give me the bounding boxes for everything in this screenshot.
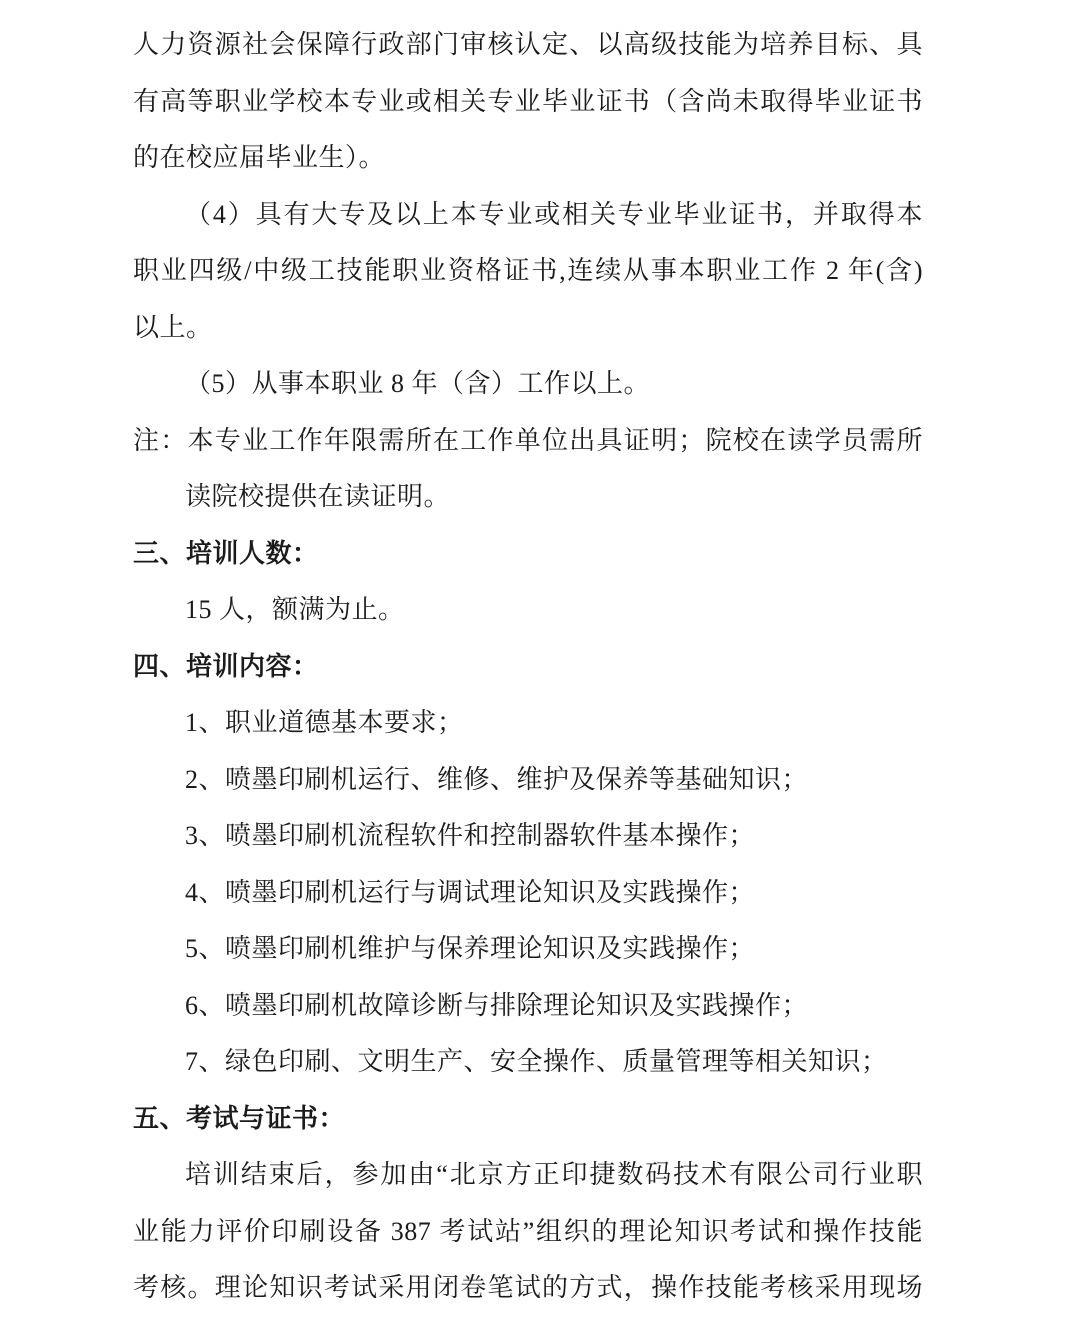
paragraph-line-item-5: （5）从事本职业 8 年（含）工作以上。 xyxy=(185,369,651,398)
list-item: 2、喷墨印刷机运行、维修、维护及保养等基础知识； xyxy=(185,764,809,794)
list-item: 4、喷墨印刷机运行与调试理论知识及实践操作； xyxy=(185,877,756,907)
paragraph-line: 有高等职业学校本专业或相关专业毕业证书（含尚未取得毕业证书 xyxy=(133,86,923,116)
paragraph-line: 的在校应届毕业生）。 xyxy=(133,143,386,172)
note-line: 读院校提供在读证明。 xyxy=(185,482,451,511)
list-item: 6、喷墨印刷机故障诊断与排除理论知识及实践操作； xyxy=(185,990,809,1020)
paragraph-line: 以上。 xyxy=(133,312,213,342)
list-item: 5、喷墨印刷机维护与保养理论知识及实践操作； xyxy=(185,934,756,963)
paragraph-line: 业能力评价印刷设备 387 考试站”组织的理论知识考试和操作技能 xyxy=(133,1216,923,1246)
list-item: 7、绿色印刷、文明生产、安全操作、质量管理等相关知识； xyxy=(185,1047,888,1076)
paragraph-line: 考核。理论知识考试采用闭卷笔试的方式，操作技能考核采用现场 xyxy=(133,1273,923,1302)
list-item: 1、职业道德基本要求； xyxy=(185,708,464,737)
training-count-text: 15 人，额满为止。 xyxy=(185,595,405,624)
paragraph-line: 职业四级/中级工技能职业资格证书,连续从事本职业工作 2 年(含) xyxy=(133,256,923,285)
paragraph-line-item-4: （4）具有大专及以上本专业或相关专业毕业证书，并取得本 xyxy=(185,199,923,229)
heading-training-count: 三、培训人数： xyxy=(133,538,319,568)
paragraph-line: 培训结束后，参加由“北京方正印捷数码技术有限公司行业职 xyxy=(185,1160,923,1189)
list-item: 3、喷墨印刷机流程软件和控制器软件基本操作； xyxy=(185,821,756,850)
note-line: 注：本专业工作年限需所在工作单位出具证明；院校在读学员需所 xyxy=(133,425,923,455)
document-content xyxy=(133,17,923,1317)
heading-training-content: 四、培训内容： xyxy=(133,651,319,681)
paragraph-line: 人力资源社会保障行政部门审核认定、以高级技能为培养目标、具 xyxy=(133,30,923,59)
heading-exam-certificate: 五、考试与证书： xyxy=(133,1103,346,1133)
